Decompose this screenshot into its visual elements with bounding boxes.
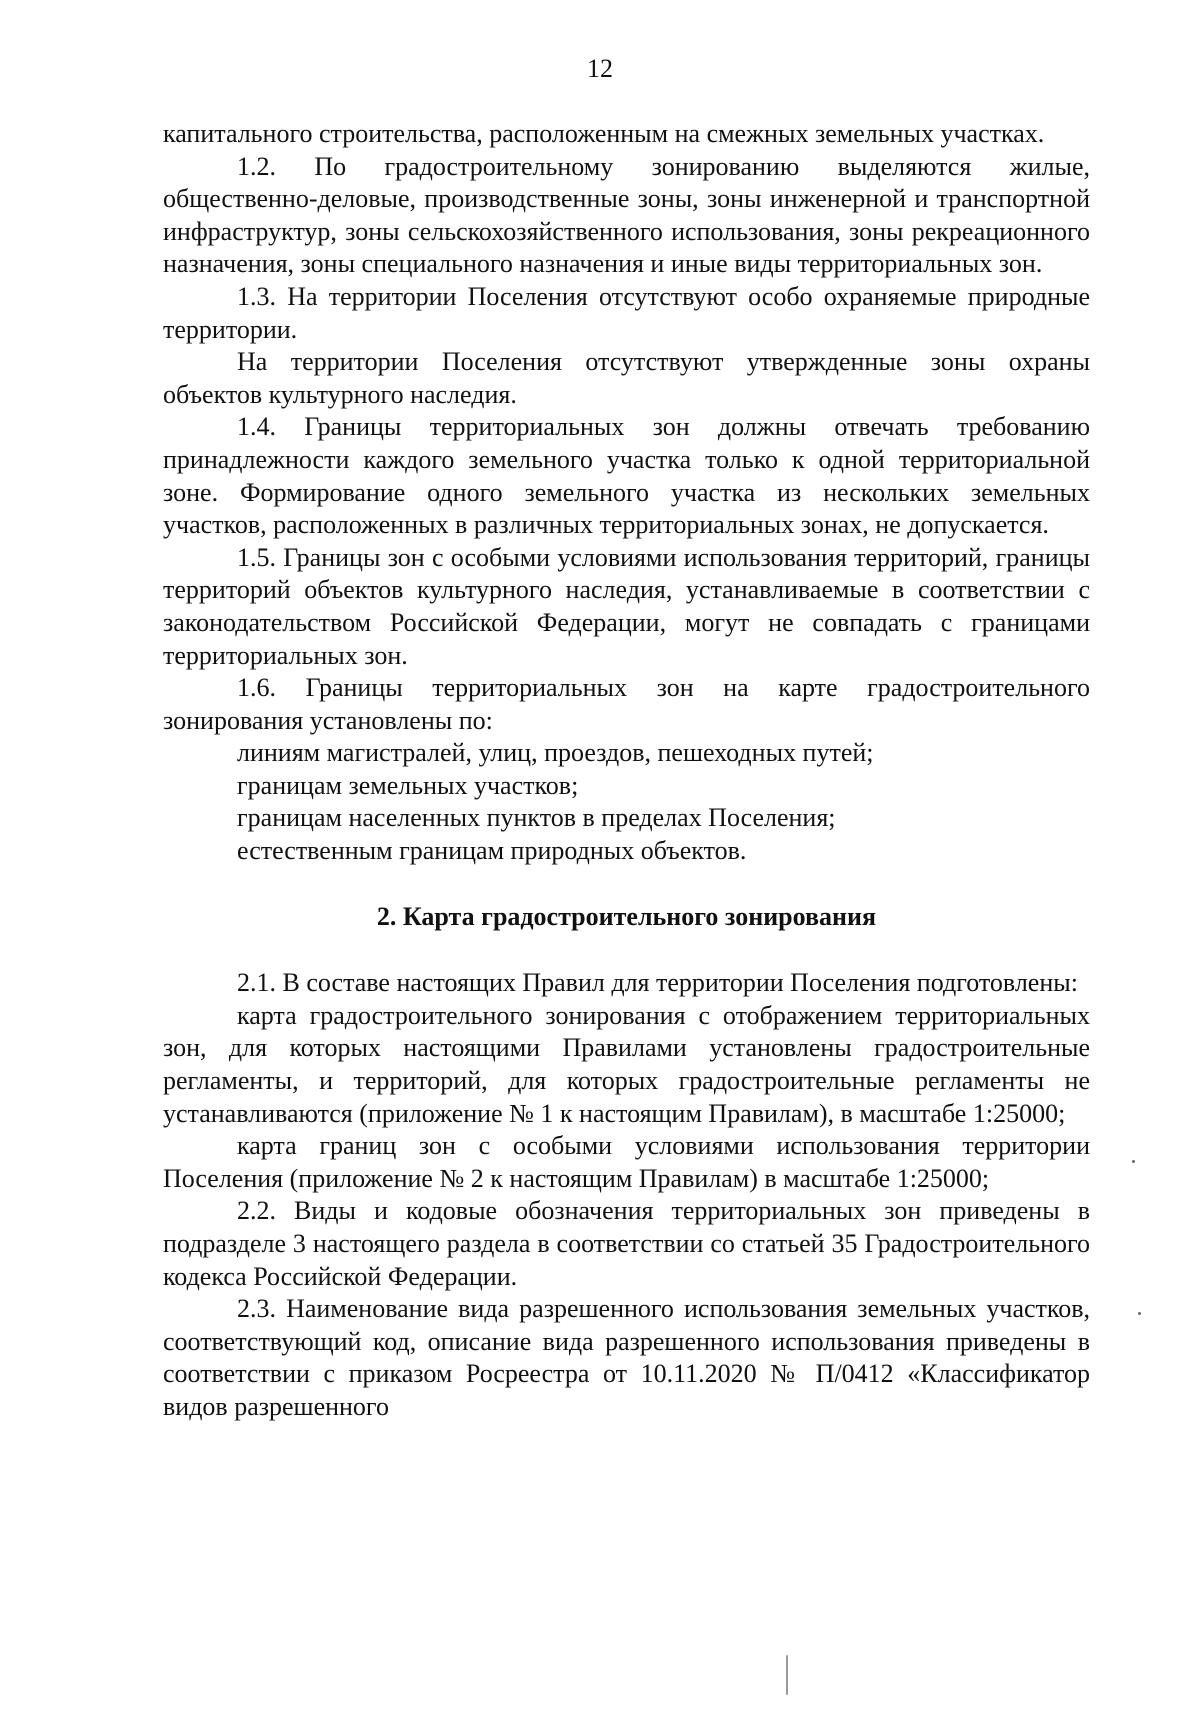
- page-number: 12: [587, 54, 613, 83]
- scan-speck: [1132, 1160, 1135, 1163]
- paragraph-1-4: 1.4. Границы территориальных зон должны отвечать требованию принадлежности каждого земельного участка только к одной территориальной зоне. Формирование одного земельного участка из нескольких земельных участков, расположенных в различных территориальных зонах, не допускается.: [163, 412, 1090, 540]
- document-body: [163, 118, 1090, 1424]
- list-item: естественным границам природных объектов.: [237, 836, 747, 866]
- paragraph-continuation: капитального строительства, расположенным на смежных земельных участках.: [163, 119, 1045, 148]
- paragraph-cultural-heritage: На территории Поселения отсутствуют утвержденные зоны охраны объектов культурного наследия.: [163, 347, 1090, 409]
- list-item: границам земельных участков;: [237, 770, 579, 800]
- paragraph-zones-map: карта границ зон с особыми условиями использования территории Поселения (приложение № 2 к настоящим Правилам) в масштабе 1:25000;: [163, 1131, 1090, 1193]
- paragraph-1-2: 1.2. По градостроительному зонированию выделяются жилые, общественно-деловые, производственные зоны, зоны инженерной и транспортной инфраструктур, зоны сельскохозяйственного использования, зоны рекреационного назначения, зоны специального назначения и иные виды территориальных зон.: [163, 151, 1090, 279]
- scan-mark: [786, 1655, 788, 1695]
- spacer: [163, 933, 1090, 967]
- paragraph-1-3: 1.3. На территории Поселения отсутствуют особо охраняемые природные территории.: [163, 281, 1090, 344]
- scan-speck: [1138, 1312, 1141, 1315]
- paragraph-1-6: 1.6. Границы территориальных зон на карте градостроительного зонирования установлены по:: [163, 673, 1090, 735]
- spacer: [163, 868, 1090, 901]
- paragraph-1-5: 1.5. Границы зон с особыми условиями использования территорий, границы территорий объектов культурного наследия, устанавливаемые в соответствии с законодательством Российской Федерации, могут не совпадать с границами территориальных зон.: [163, 542, 1090, 670]
- list-item: границам населенных пунктов в пределах Поселения;: [237, 803, 836, 833]
- paragraph-2-1: 2.1. В составе настоящих Правил для территории Поселения подготовлены:: [237, 968, 1078, 998]
- list-item: линиям магистралей, улиц, проездов, пешеходных путей;: [237, 738, 874, 768]
- paragraph-zoning-map: карта градостроительного зонирования с отображением территориальных зон, для которых настоящими Правилами установлены градостроительные регламенты, и территорий, для которых градостроительные регламенты не устанавливаются (приложение № 1 к настоящим Правилам), в масштабе 1:25000;: [163, 1000, 1090, 1128]
- paragraph-2-3: 2.3. Наименование вида разрешенного использования земельных участков, соответствующий код, описание вида разрешенного использования приведены в соответствии с приказом Росреестра от 10.11.2020 № П/0412 «Классификатор видов разрешенного: [163, 1294, 1090, 1421]
- section-heading: 2. Карта градостроительного зонирования: [376, 901, 877, 931]
- paragraph-2-2: 2.2. Виды и кодовые обозначения территориальных зон приведены в подразделе 3 настоящего раздела в соответствии со статьей 35 Градостроительного кодекса Российской Федерации.: [163, 1196, 1090, 1291]
